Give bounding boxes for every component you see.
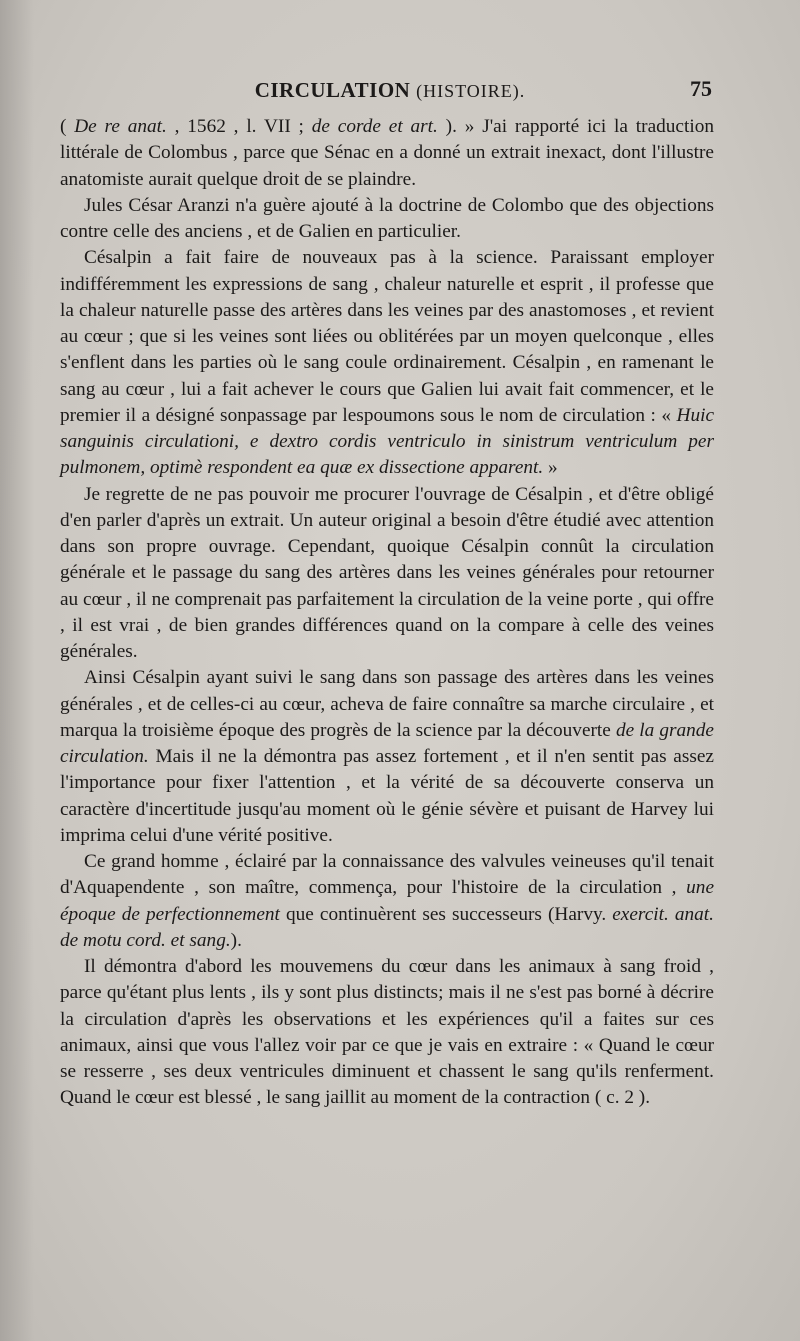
paragraph: [60, 245, 714, 481]
paragraph: [60, 482, 714, 666]
text-segment: (: [60, 116, 75, 137]
text-segment: »: [543, 457, 558, 479]
italic-text-segment: exercit. anat. de motu cord. et sang.: [60, 903, 714, 951]
text-segment: ).: [230, 929, 242, 951]
body-text: [60, 114, 714, 1112]
running-title-main: CIRCULATION: [254, 78, 411, 102]
text-segment: Jules César Aranzi n'a guère ajouté à la doctrine de Colombo que des objections contre celle des anciens , et de Galien en particulier.: [60, 194, 714, 242]
text-segment: ). » J'ai rapporté ici la traduction littérale de Colombus , parce que Sénac en a donné un extrait inexact, dont l'illustre anatomiste aurait quelque droit de se plaindre.: [60, 116, 714, 190]
page-gutter-shadow: [0, 0, 34, 1341]
text-segment: Césalpin a fait faire de nouveaux pas à la science. Paraissant employer indifféremment les expressions de sang , chaleur naturelle et esprit , il professe que la chaleur naturelle passe des artères dans les veines par des anastomoses , et revient au cœur ; que si les veines sont liées ou oblitérées par un moyen quelconque , elles s'enflent dans les parties où le sang coule ordinairement. Césalpin , en ramenant le sang au cœur , lui a fait achever le cours que Galien lui avait fait commencer, et le premier il a désigné sonpassage par lespoumons sous le nom de circulation : «: [60, 247, 714, 426]
paragraph: [60, 665, 714, 849]
italic-text-segment: de la grande circulation.: [60, 719, 714, 767]
text-segment: Ce grand homme , éclairé par la connaissance des valvules veineuses qu'il tenait d'Aquapendente , son maître, commença, pour l'histoire de la circulation ,: [60, 851, 714, 899]
text-segment: Il démontra d'abord les mouvemens du cœur dans les animaux à sang froid , parce qu'étant plus lents , ils y sont plus distincts; mais il ne s'est pas borné à décrire la circulation d'après les observations et les expériences qu'il a faites sur ces animaux, ainsi que vous l'allez voir par ce que je vais en extraire : « Quand le cœur se resserre , ses deux ventricules diminuent et chassent le sang qu'ils renferment. Quand le cœur est blessé , le sang jaillit au moment de la contraction ( c. 2 ).: [60, 956, 714, 1109]
text-segment: , 1562 , l. VII ;: [166, 116, 312, 137]
paragraph: [60, 193, 714, 246]
paragraph: [60, 849, 714, 954]
italic-text-segment: une époque de perfectionnement: [60, 877, 714, 925]
paragraph: [60, 114, 714, 193]
page-header: [60, 74, 720, 108]
text-segment: que continuèrent ses successeurs (Harvy.: [279, 903, 613, 925]
italic-text-segment: De re anat.: [74, 116, 167, 137]
running-title-sub: (HISTOIRE).: [416, 81, 526, 101]
text-segment: Je regrette de ne pas pouvoir me procurer l'ouvrage de Césalpin , et d'être obligé d'en parler d'après un extrait. Un auteur original a besoin d'être étudié avec attention dans son propre ouvrage. Cependant, quoique Césalpin connût la circulation générale et le passage du sang des artères dans les veines générales pour retourner au cœur , il ne comprenait pas parfaitement la circulation de la veine porte , qui offre , il est vrai , de bien grandes différences quand on la compare à celle des veines générales.: [60, 483, 714, 662]
text-segment: Ainsi Césalpin ayant suivi le sang dans son passage des artères dans les veines générales , et de celles-ci au cœur, acheva de faire connaître sa marche circulaire , et marqua la troisième époque des progrès de la science par la découverte: [60, 667, 714, 741]
paragraph: [60, 954, 714, 1112]
italic-text-segment: de corde et art.: [311, 116, 438, 137]
text-segment: Mais il ne la démontra pas assez fortement , et il n'en sentit pas assez l'importance pour fixer l'attention , et la vérité de sa découverte conserva un caractère d'incertitude jusqu'au moment où le génie sévère et puisant de Harvey lui imprima celui d'une vérité positive.: [60, 746, 714, 846]
page-number: 75: [690, 76, 712, 101]
italic-text-segment: Huic sanguinis circulationi, e dextro cordis ventriculo in sinistrum ventriculum per pulmonem, optimè respondent ea quæ ex dissectione apparent.: [60, 404, 714, 479]
running-title: [60, 78, 720, 103]
